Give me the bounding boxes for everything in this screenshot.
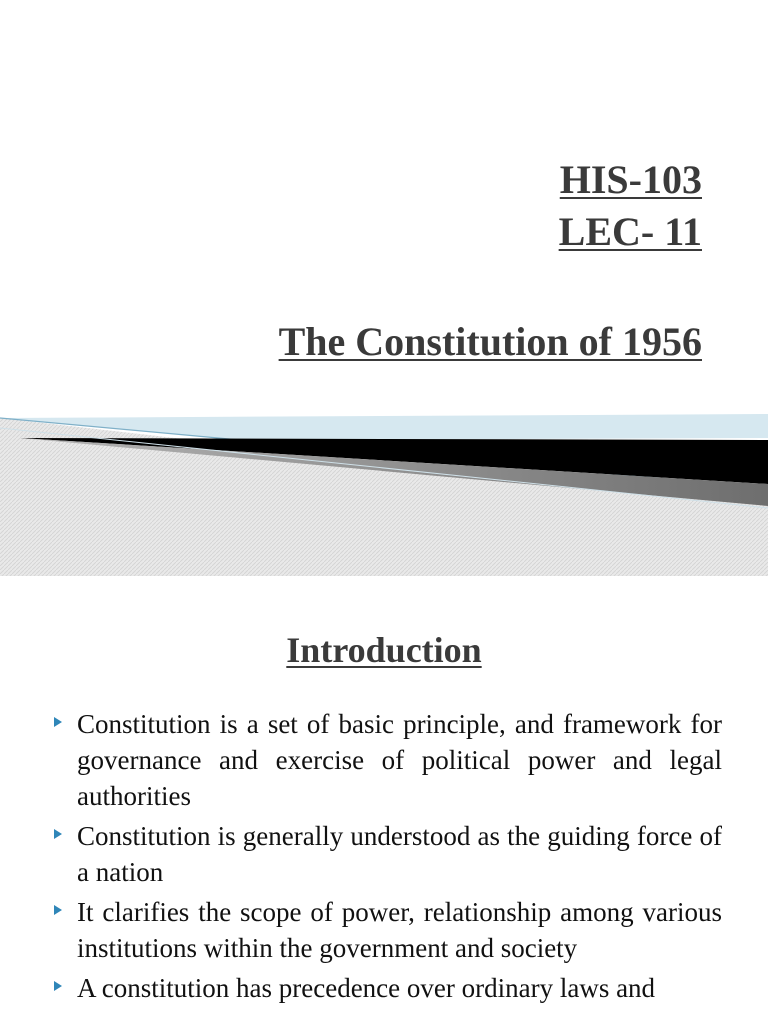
title-block bbox=[279, 154, 702, 368]
bullet-text: A constitution has precedence over ordinary laws and bbox=[77, 973, 656, 1003]
introduction-heading: Introduction bbox=[286, 630, 482, 670]
bullet-item bbox=[52, 818, 722, 890]
decorative-swoosh bbox=[0, 410, 768, 576]
bullet-list bbox=[52, 706, 722, 1010]
bullet-item bbox=[52, 706, 722, 814]
introduction-slide bbox=[0, 576, 768, 1024]
bullet-text: Constitution is generally understood as the guiding force of a nation bbox=[77, 821, 722, 887]
triangle-bullet-icon bbox=[54, 829, 62, 839]
slide-title: The Constitution of 1956 bbox=[278, 319, 702, 364]
bullet-item bbox=[52, 894, 722, 966]
bullet-text: It clarifies the scope of power, relationship among various institutions within the government and society bbox=[77, 897, 722, 963]
triangle-bullet-icon bbox=[54, 717, 62, 727]
course-code: HIS-103 bbox=[559, 157, 702, 202]
bullet-item bbox=[52, 970, 722, 1006]
bullet-text: Constitution is a set of basic principle, and framework for governance and exercise of political power and legal authorities bbox=[77, 709, 722, 811]
triangle-bullet-icon bbox=[54, 981, 62, 991]
lecture-number: LEC- 11 bbox=[558, 209, 702, 254]
triangle-bullet-icon bbox=[54, 905, 62, 915]
